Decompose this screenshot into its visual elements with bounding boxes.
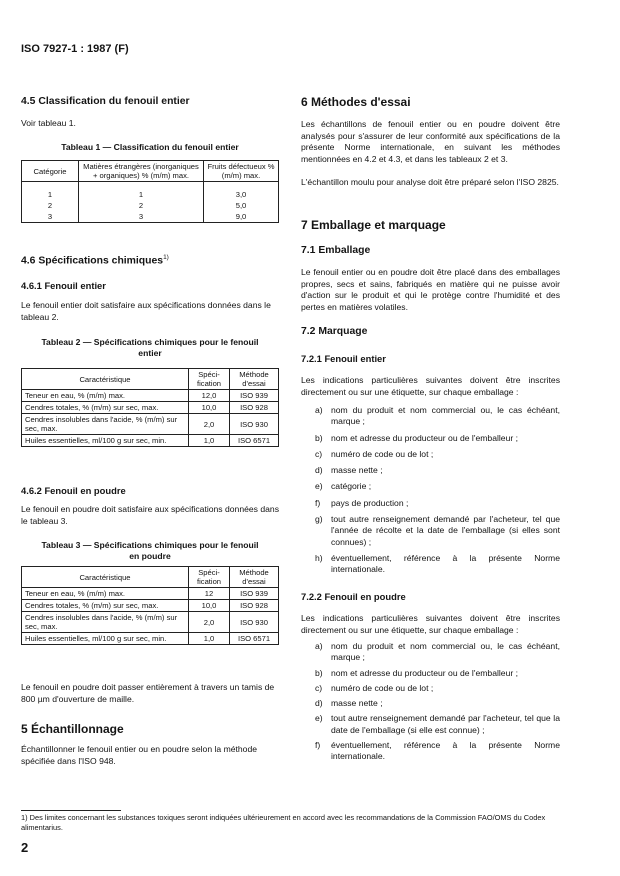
- table-1-cell: 3: [22, 211, 79, 223]
- section-6-paragraph-2: L'échantillon moulu pour analyse doit être préparé selon l'ISO 2825.: [301, 177, 559, 187]
- section-7-heading: 7 Emballage et marquage: [301, 218, 446, 232]
- table-2-caption: Tableau 2 — Spécifications chimiques pour le fenouil entier: [41, 337, 259, 358]
- list-item-text: tout autre renseignement demandé par l'acheteur, tel que l'année de récolte et la date de l'emballage (si elles sont connues) ;: [331, 514, 560, 547]
- table-1-caption: Tableau 1 — Classification du fenouil entier: [61, 142, 239, 152]
- list-item-text: catégorie ;: [331, 481, 372, 492]
- table-2-cell: Teneur en eau, % (m/m) max.: [22, 390, 189, 402]
- list-item-label: c): [315, 682, 323, 693]
- table-2-cell: ISO 928: [230, 402, 279, 414]
- table-2-col-header: Caractéristique: [22, 369, 189, 390]
- table-3: [21, 566, 279, 645]
- table-1-cell: 9,0: [204, 211, 279, 223]
- list-item-text: tout autre renseignement demandé par l'acheteur, tel que la date de l'emballage (si elle est connue) ;: [331, 713, 560, 735]
- list-item: [315, 553, 560, 576]
- section-4-6-2-heading: 4.6.2 Fenouil en poudre: [21, 485, 126, 496]
- table-3-cell: ISO 6571: [230, 633, 279, 645]
- table-3-cell: 10,0: [189, 600, 230, 612]
- table-3-cell: 2,0: [189, 612, 230, 633]
- table-3-cell: Cendres insolubles dans l'acide, % (m/m) sur sec, max.: [22, 612, 189, 633]
- list-item-label: d): [315, 698, 323, 709]
- list-item-text: numéro de code ou de lot ;: [331, 448, 434, 459]
- table-1-col-header: Catégorie: [22, 161, 79, 182]
- table-3-cell: ISO 939: [230, 588, 279, 600]
- table-3-cell: 1,0: [189, 633, 230, 645]
- list-item-label: c): [315, 448, 323, 459]
- section-4-6-2-sieve-text: Le fenouil en poudre doit passer entièrement à travers un tamis de 800 µm d'ouverture de maille.: [21, 682, 275, 704]
- list-item-text: nom du produit et nom commercial ou, le cas échéant, marque ;: [331, 405, 560, 427]
- list-item: [315, 740, 560, 763]
- section-7-1-text: Le fenouil entier ou en poudre doit être placé dans des emballages propres, secs et sains, fabriqués en matière qui ne puisse avoir d'action sur le produit et qui le protège contre l'humidité et des pertes en matières volatiles.: [301, 267, 560, 312]
- list-item-text: éventuellement, référence à la présente Norme internationale.: [331, 740, 560, 762]
- table-3-cell: ISO 928: [230, 600, 279, 612]
- table-1-cell: 2: [22, 200, 79, 211]
- list-item-label: a): [315, 405, 323, 415]
- list-item-label: e): [315, 713, 323, 724]
- list-item-text: nom et adresse du producteur ou de l'emballeur ;: [331, 667, 518, 678]
- section-6-heading: 6 Méthodes d'essai: [301, 95, 411, 109]
- table-2-cell: Cendres insolubles dans l'acide, % (m/m) sur sec, max.: [22, 414, 189, 435]
- table-3-cell: Cendres totales, % (m/m) sur sec, max.: [22, 600, 189, 612]
- footnote-rule: [21, 810, 121, 811]
- list-item-label: f): [315, 740, 321, 751]
- table-2-cell: Huiles essentielles, ml/100 g sur sec, min.: [22, 435, 189, 447]
- section-5-heading: 5 Échantillonnage: [21, 722, 124, 736]
- table-3-col-header: Méthode d'essai: [230, 567, 279, 588]
- table-2: [21, 368, 279, 447]
- table-2-cell: 12,0: [189, 390, 230, 402]
- table-3-col-header: Spéci-fication: [189, 567, 230, 588]
- section-5-text: Échantillonner le fenouil entier ou en poudre selon la méthode spécifiée dans l'ISO 948.: [21, 744, 258, 766]
- table-2-cell: ISO 6571: [230, 435, 279, 447]
- table-1-cell: 5,0: [204, 200, 279, 211]
- table-1-cell: 2: [79, 200, 204, 211]
- section-4-6-2-text: Le fenouil en poudre doit satisfaire aux spécifications données dans le tableau 3.: [21, 504, 279, 526]
- table-2-col-header: Méthode d'essai: [230, 369, 279, 390]
- list-item: [315, 514, 560, 548]
- section-4-6-1-heading: 4.6.1 Fenouil entier: [21, 280, 106, 291]
- table-1-cell: 1: [79, 182, 204, 201]
- list-item-label: b): [315, 667, 323, 678]
- list-item-label: a): [315, 641, 323, 651]
- table-1-cell: 3,0: [204, 182, 279, 201]
- list-item-text: éventuellement, référence à la présente Norme internationale.: [331, 552, 560, 575]
- table-2-cell: 1,0: [189, 435, 230, 447]
- list-item: [315, 498, 560, 509]
- section-4-5-intro: Voir tableau 1.: [21, 118, 76, 128]
- document-header: ISO 7927-1 : 1987 (F): [21, 43, 129, 55]
- list-item-label: b): [315, 432, 323, 443]
- section-7-2-1-intro: Les indications particulières suivantes doivent être inscrites directement ou sur une étiquette, sur chaque emballage :: [301, 375, 560, 397]
- list-item-text: nom du produit et nom commercial ou, le cas échéant, marque ;: [331, 641, 560, 663]
- table-1-cell: 1: [22, 182, 79, 201]
- table-1-cell: 3: [79, 211, 204, 223]
- list-item-text: numéro de code ou de lot ;: [331, 682, 434, 693]
- list-item-label: h): [315, 552, 323, 563]
- section-7-2-2-intro: Les indications particulières suivantes doivent être inscrites directement ou sur une étiquette, sur chaque emballage :: [301, 613, 560, 635]
- table-2-cell: 10,0: [189, 402, 230, 414]
- section-4-6-heading: [21, 254, 169, 266]
- table-2-cell: ISO 939: [230, 390, 279, 402]
- marking-list-powder: [315, 641, 560, 763]
- list-item-text: masse nette ;: [331, 698, 383, 709]
- list-item: [315, 433, 560, 444]
- table-1-col-header: Fruits défectueux % (m/m) max.: [204, 161, 279, 182]
- list-item: [315, 481, 560, 492]
- list-item-label: d): [315, 465, 323, 476]
- table-3-caption: Tableau 3 — Spécifications chimiques pour le fenouil en poudre: [41, 540, 259, 561]
- section-4-5-heading: 4.5 Classification du fenouil entier: [21, 96, 190, 107]
- table-3-cell: 12: [189, 588, 230, 600]
- table-3-cell: ISO 930: [230, 612, 279, 633]
- section-7-2-heading: 7.2 Marquage: [301, 326, 368, 337]
- table-2-col-header: Spéci-fication: [189, 369, 230, 390]
- table-2-cell: 2,0: [189, 414, 230, 435]
- footnote: 1) Des limites concernant les substances toxiques seront indiquées ultérieurement en accord avec les recommandations de la Commission FAO/OMS du Codex alimentarius.: [21, 813, 546, 832]
- footnote-ref: 1): [163, 254, 169, 261]
- list-item: [315, 668, 560, 679]
- list-item: [315, 698, 560, 709]
- table-2-cell: ISO 930: [230, 414, 279, 435]
- list-item: [315, 449, 560, 460]
- list-item: [315, 405, 560, 428]
- table-2-cell: Cendres totales, % (m/m) sur sec, max.: [22, 402, 189, 414]
- list-item: [315, 713, 560, 736]
- list-item: [315, 465, 560, 476]
- list-item-label: g): [315, 514, 323, 525]
- list-item-text: masse nette ;: [331, 465, 383, 476]
- table-3-cell: Huiles essentielles, ml/100 g sur sec, min.: [22, 633, 189, 645]
- page-number: 2: [21, 840, 29, 855]
- table-3-col-header: Caractéristique: [22, 567, 189, 588]
- section-7-2-2-heading: 7.2.2 Fenouil en poudre: [301, 591, 406, 602]
- table-3-cell: Teneur en eau, % (m/m) max.: [22, 588, 189, 600]
- table-1: [21, 160, 279, 223]
- section-6-paragraph-1: Les échantillons de fenouil entier ou en poudre doivent être analysés pour s'assurer de leur conformité aux spécifications de la présente Norme internationale, en suivant les méthodes mentionnées en 4.2 et 4.3, et dans les tableaux 2 et 3.: [301, 119, 560, 164]
- section-4-6-heading-text: 4.6 Spécifications chimiques: [21, 255, 164, 267]
- list-item-label: e): [315, 481, 323, 492]
- list-item: [315, 641, 560, 664]
- section-4-6-1-text: Le fenouil entier doit satisfaire aux spécifications données dans le tableau 2.: [21, 300, 271, 322]
- table-1-col-header: Matières étrangères (inorganiques + organiques) % (m/m) max.: [79, 161, 204, 182]
- list-item: [315, 683, 560, 694]
- section-7-1-heading: 7.1 Emballage: [301, 245, 371, 256]
- list-item-text: pays de production ;: [331, 497, 409, 508]
- section-7-2-1-heading: 7.2.1 Fenouil entier: [301, 353, 386, 364]
- marking-list-whole: [315, 405, 560, 576]
- list-item-label: f): [315, 497, 321, 508]
- list-item-text: nom et adresse du producteur ou de l'emballeur ;: [331, 432, 518, 443]
